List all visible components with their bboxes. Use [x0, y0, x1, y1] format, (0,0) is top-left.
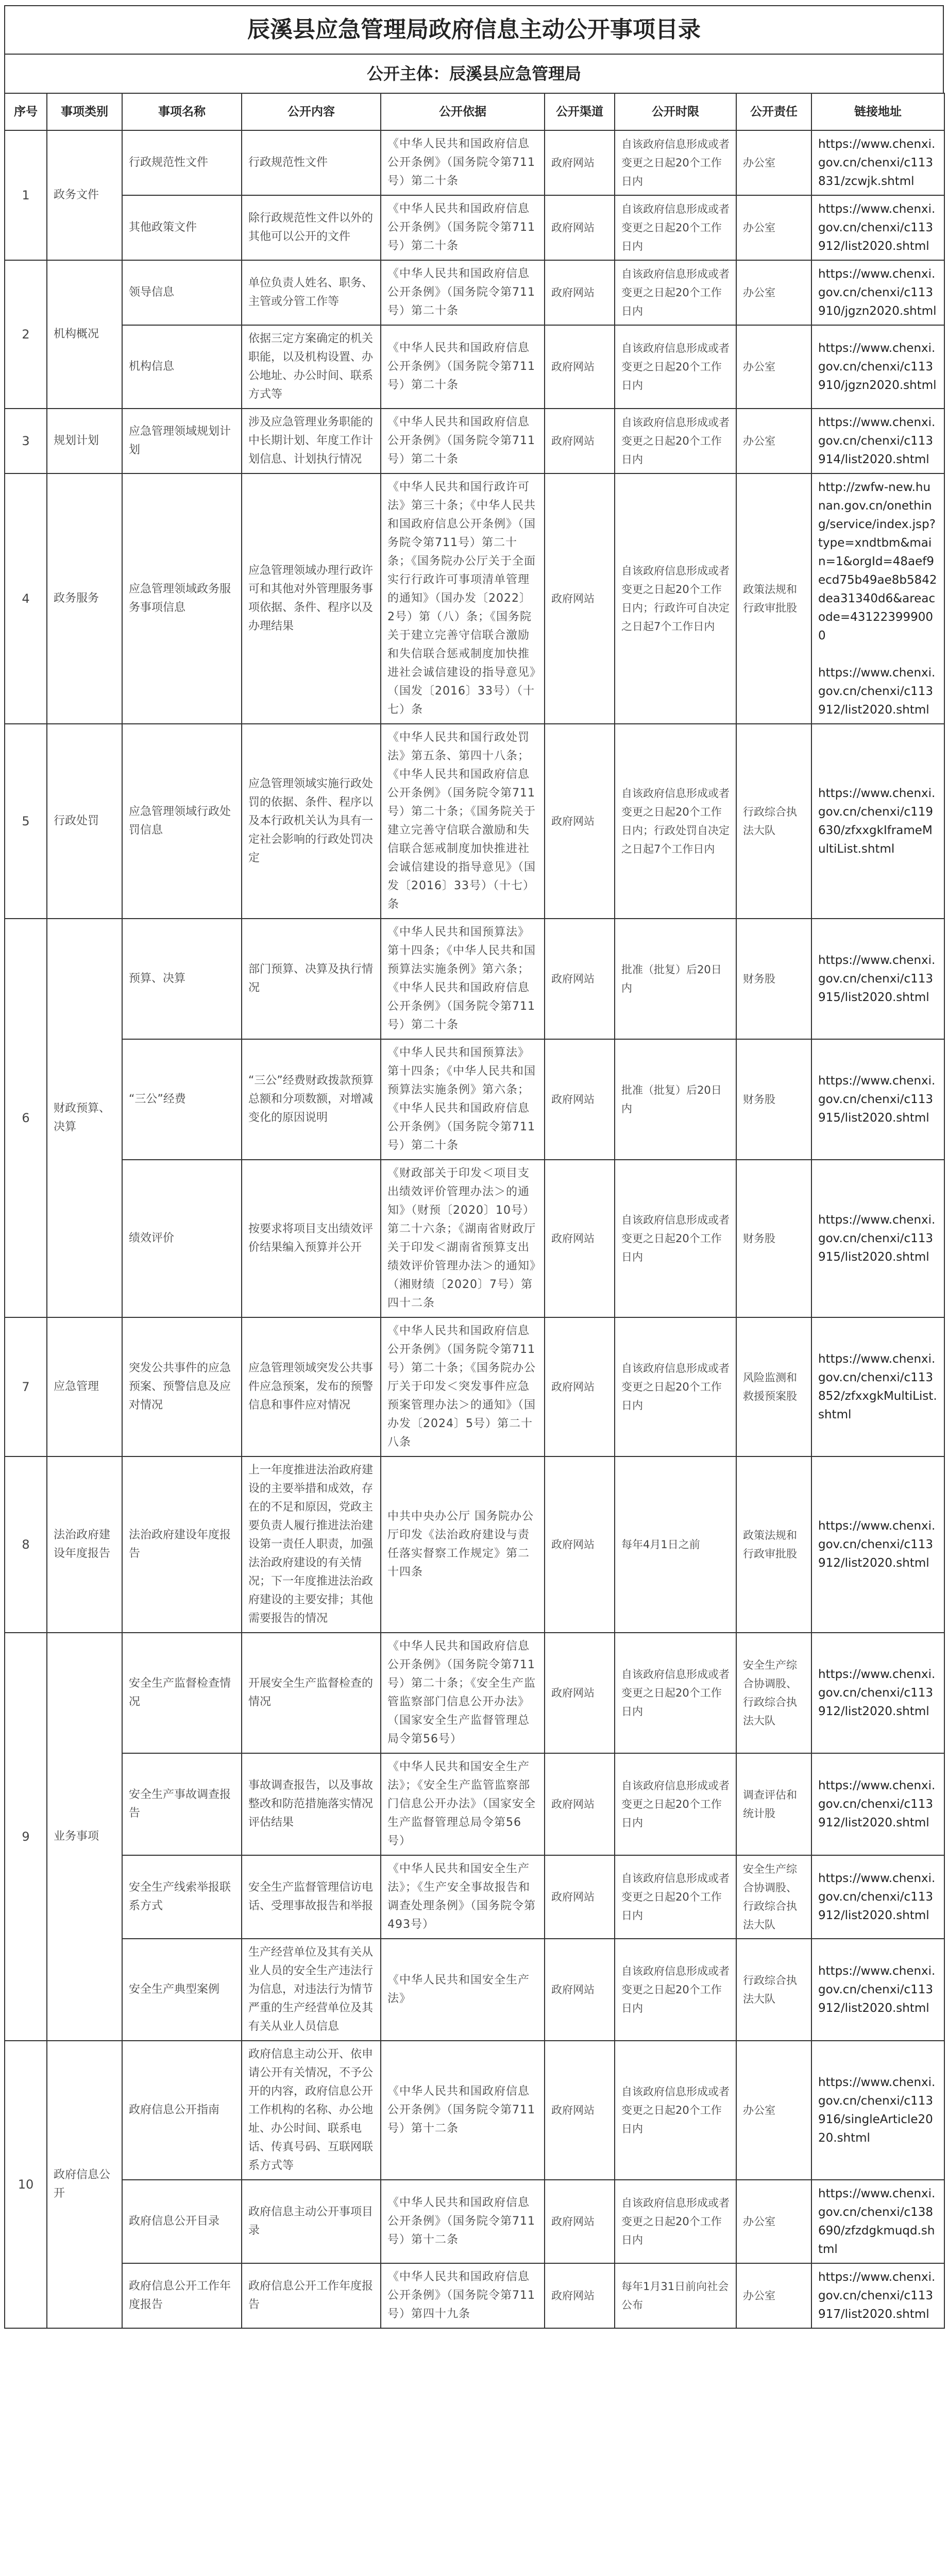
item-link[interactable]: https://www.chenxi.gov.cn/chenxi/c113912/list2020.shtml	[811, 1855, 944, 1939]
item-channel: 政府网站	[545, 2180, 615, 2263]
item-name: 法治政府建设年度报告	[122, 1456, 242, 1633]
item-time-limit: 自该政府信息形成或者变更之日起20个工作日内	[615, 1160, 736, 1317]
row-seq: 5	[5, 724, 47, 919]
row-seq: 1	[5, 130, 47, 260]
row-seq: 4	[5, 473, 47, 724]
item-basis: 《中华人民共和国政府信息公开条例》（国务院令第711号）第二十条；《国务院办公厅关于印发＜突发事件应急预案管理办法＞的通知》（国办发〔2024〕5号）第二十八条	[381, 1317, 545, 1456]
header-link: 链接地址	[811, 93, 944, 130]
item-content: 依据三定方案确定的机关职能，以及机构设置、办公地址、办公时间、联系方式等	[242, 325, 381, 409]
table-row	[5, 2263, 944, 2328]
item-channel: 政府网站	[545, 1939, 615, 2041]
item-responsibility: 行政综合执法大队	[736, 1939, 811, 2041]
item-name: 政府信息公开工作年度报告	[122, 2263, 242, 2328]
item-channel: 政府网站	[545, 1753, 615, 1855]
row-category: 业务事项	[47, 1633, 122, 2041]
item-content: 部门预算、决算及执行情况	[242, 919, 381, 1039]
header-content: 公开内容	[242, 93, 381, 130]
row-category: 法治政府建设年度报告	[47, 1456, 122, 1633]
item-link[interactable]: https://www.chenxi.gov.cn/chenxi/c113915/list2020.shtml	[811, 919, 944, 1039]
item-responsibility: 财务股	[736, 1039, 811, 1160]
item-channel: 政府网站	[545, 260, 615, 325]
item-responsibility: 办公室	[736, 409, 811, 473]
item-time-limit: 自该政府信息形成或者变更之日起20个工作日内	[615, 2041, 736, 2180]
row-category: 政府信息公开	[47, 2041, 122, 2328]
item-time-limit: 自该政府信息形成或者变更之日起20个工作日内	[615, 1939, 736, 2041]
item-channel: 政府网站	[545, 130, 615, 195]
row-category: 行政处罚	[47, 724, 122, 919]
item-name: 安全生产监督检查情况	[122, 1633, 242, 1753]
item-channel: 政府网站	[545, 2041, 615, 2180]
item-name: 领导信息	[122, 260, 242, 325]
item-content: “三公”经费财政拨款预算总额和分项数额，对增减变化的原因说明	[242, 1039, 381, 1160]
item-channel: 政府网站	[545, 325, 615, 409]
header-seq: 序号	[5, 93, 47, 130]
item-content: 除行政规范性文件以外的其他可以公开的文件	[242, 195, 381, 260]
item-link[interactable]: https://www.chenxi.gov.cn/chenxi/c113915/list2020.shtml	[811, 1039, 944, 1160]
item-basis: 《中华人民共和国政府信息公开条例》（国务院令第711号）第十二条	[381, 2041, 545, 2180]
item-responsibility: 安全生产综合协调股、行政综合执法大队	[736, 1855, 811, 1939]
item-channel: 政府网站	[545, 2263, 615, 2328]
item-time-limit: 批准（批复）后20日内	[615, 1039, 736, 1160]
item-time-limit: 自该政府信息形成或者变更之日起20个工作日内	[615, 130, 736, 195]
item-link[interactable]: http://zwfw-new.hunan.gov.cn/onething/service/index.jsp?type=xndtbm&main=1&orgId=48aef9ecd75b49ae8b5842dea31340d6&areacode=431223999000 https://www.chenxi.gov.cn/chenxi/c113912/list2020.shtml	[811, 473, 944, 724]
table-row	[5, 473, 944, 724]
page-title: 辰溪县应急管理局政府信息主动公开事项目录	[4, 5, 944, 54]
item-link[interactable]: https://www.chenxi.gov.cn/chenxi/c113912/list2020.shtml	[811, 195, 944, 260]
table-row	[5, 1855, 944, 1939]
item-basis: 《中华人民共和国安全生产法》	[381, 1939, 545, 2041]
item-content: 应急管理领域办理行政许可和其他对外管理服务事项依据、条件、程序以及办理结果	[242, 473, 381, 724]
publisher-subject: 公开主体：辰溪县应急管理局	[4, 54, 944, 93]
table-row	[5, 1753, 944, 1855]
item-link[interactable]: https://www.chenxi.gov.cn/chenxi/c113916/singleArticle2020.shtml	[811, 2041, 944, 2180]
item-link[interactable]: https://www.chenxi.gov.cn/chenxi/c113917/list2020.shtml	[811, 2263, 944, 2328]
item-name: 其他政策文件	[122, 195, 242, 260]
item-responsibility: 办公室	[736, 325, 811, 409]
item-time-limit: 自该政府信息形成或者变更之日起20个工作日内	[615, 1855, 736, 1939]
item-responsibility: 行政综合执法大队	[736, 724, 811, 919]
row-category: 财政预算、决算	[47, 919, 122, 1317]
table-row	[5, 1160, 944, 1317]
item-channel: 政府网站	[545, 919, 615, 1039]
item-name: 安全生产事故调查报告	[122, 1753, 242, 1855]
item-responsibility: 调查评估和统计股	[736, 1753, 811, 1855]
item-content: 政府信息公开工作年度报告	[242, 2263, 381, 2328]
table-row	[5, 409, 944, 473]
item-link[interactable]: https://www.chenxi.gov.cn/chenxi/c113831/zcwjk.shtml	[811, 130, 944, 195]
table-body	[5, 130, 944, 2328]
item-name: 行政规范性文件	[122, 130, 242, 195]
item-basis: 《中华人民共和国政府信息公开条例》（国务院令第711号）第四十九条	[381, 2263, 545, 2328]
header-channel: 公开渠道	[545, 93, 615, 130]
document-page	[4, 5, 944, 2329]
row-category: 政务服务	[47, 473, 122, 724]
item-time-limit: 自该政府信息形成或者变更之日起20个工作日内	[615, 409, 736, 473]
item-time-limit: 自该政府信息形成或者变更之日起20个工作日内	[615, 1753, 736, 1855]
header-time-limit: 公开时限	[615, 93, 736, 130]
item-content: 涉及应急管理业务职能的中长期计划、年度工作计划信息、计划执行情况	[242, 409, 381, 473]
item-content: 应急管理领域实施行政处罚的依据、条件、程序以及本行政机关认为具有一定社会影响的行政处罚决定	[242, 724, 381, 919]
item-basis: 中共中央办公厅 国务院办公厅印发《法治政府建设与责任落实督察工作规定》第二十四条	[381, 1456, 545, 1633]
item-link[interactable]: https://www.chenxi.gov.cn/chenxi/c113912/list2020.shtml	[811, 1753, 944, 1855]
item-name: 机构信息	[122, 325, 242, 409]
item-basis: 《中华人民共和国行政处罚法》第五条、第四十八条；《中华人民共和国政府信息公开条例》（国务院令第711号）第二十条；《国务院关于建立完善守信联合激励和失信联合惩戒制度加快推进社会诚信建设的指导意见》（国发〔2016〕33号）（十七）条	[381, 724, 545, 919]
item-link[interactable]: https://www.chenxi.gov.cn/chenxi/c113910/jgzn2020.shtml	[811, 260, 944, 325]
header-responsibility: 公开责任	[736, 93, 811, 130]
item-time-limit: 自该政府信息形成或者变更之日起20个工作日内	[615, 260, 736, 325]
item-name: “三公”经费	[122, 1039, 242, 1160]
item-responsibility: 财务股	[736, 919, 811, 1039]
item-channel: 政府网站	[545, 473, 615, 724]
row-category: 应急管理	[47, 1317, 122, 1456]
item-link[interactable]: https://www.chenxi.gov.cn/chenxi/c113912/list2020.shtml	[811, 1939, 944, 2041]
item-content: 应急管理领域突发公共事件应急预案，发布的预警信息和事件应对情况	[242, 1317, 381, 1456]
item-content: 政府信息主动公开事项目录	[242, 2180, 381, 2263]
item-name: 安全生产典型案例	[122, 1939, 242, 2041]
row-seq: 8	[5, 1456, 47, 1633]
item-responsibility: 政策法规和行政审批股	[736, 473, 811, 724]
item-time-limit: 自该政府信息形成或者变更之日起20个工作日内	[615, 195, 736, 260]
table-row	[5, 2180, 944, 2263]
item-time-limit: 自该政府信息形成或者变更之日起20个工作日内；行政处罚自决定之日起7个工作日内	[615, 724, 736, 919]
disclosure-table	[4, 93, 945, 2329]
row-category: 政务文件	[47, 130, 122, 260]
item-content: 行政规范性文件	[242, 130, 381, 195]
item-responsibility: 办公室	[736, 130, 811, 195]
item-basis: 《中华人民共和国安全生产法》；《生产安全事故报告和调查处理条例》（国务院令第493号）	[381, 1855, 545, 1939]
row-seq: 10	[5, 2041, 47, 2328]
item-name: 应急管理领域行政处罚信息	[122, 724, 242, 919]
item-responsibility: 办公室	[736, 2041, 811, 2180]
table-header-row	[5, 93, 944, 130]
item-link[interactable]: https://www.chenxi.gov.cn/chenxi/c119630/zfxxgkIframeMultiList.shtml	[811, 724, 944, 919]
item-basis: 《中华人民共和国政府信息公开条例》（国务院令第711号）第二十条	[381, 195, 545, 260]
item-basis: 《中华人民共和国政府信息公开条例》（国务院令第711号）第二十条	[381, 409, 545, 473]
item-channel: 政府网站	[545, 1456, 615, 1633]
table-row	[5, 919, 944, 1039]
item-name: 应急管理领域规划计划	[122, 409, 242, 473]
table-row	[5, 260, 944, 325]
item-link[interactable]: https://www.chenxi.gov.cn/chenxi/c138690/zfzdgkmuqd.shtml	[811, 2180, 944, 2263]
item-responsibility: 办公室	[736, 260, 811, 325]
item-time-limit: 自该政府信息形成或者变更之日起20个工作日内	[615, 325, 736, 409]
item-basis: 《中华人民共和国政府信息公开条例》（国务院令第711号）第二十条	[381, 130, 545, 195]
item-responsibility: 办公室	[736, 195, 811, 260]
row-seq: 6	[5, 919, 47, 1317]
item-time-limit: 每年1月31日前向社会公布	[615, 2263, 736, 2328]
item-responsibility: 财务股	[736, 1160, 811, 1317]
row-category: 规划计划	[47, 409, 122, 473]
item-responsibility: 办公室	[736, 2180, 811, 2263]
item-content: 上一年度推进法治政府建设的主要举措和成效，存在的不足和原因，党政主要负责人履行推进法治建设第一责任人职责，加强法治政府建设的有关情况；下一年度推进法治政府建设的主要安排；其他需要报告的情况	[242, 1456, 381, 1633]
table-row	[5, 1317, 944, 1456]
item-content: 开展安全生产监督检查的情况	[242, 1633, 381, 1753]
item-basis: 《中华人民共和国政府信息公开条例》（国务院令第711号）第二十条；《安全生产监管监察部门信息公开办法》（国家安全生产监督管理总局令第56号）	[381, 1633, 545, 1753]
header-category: 事项类别	[47, 93, 122, 130]
item-link[interactable]: https://www.chenxi.gov.cn/chenxi/c113852/zfxxgkMultiList.shtml	[811, 1317, 944, 1456]
item-link[interactable]: https://www.chenxi.gov.cn/chenxi/c113914/list2020.shtml	[811, 409, 944, 473]
item-content: 按要求将项目支出绩效评价结果编入预算并公开	[242, 1160, 381, 1317]
item-basis: 《中华人民共和国政府信息公开条例》（国务院令第711号）第二十条	[381, 325, 545, 409]
item-basis: 《中华人民共和国预算法》第十四条；《中华人民共和国预算法实施条例》第六条；《中华人民共和国政府信息公开条例》（国务院令第711号）第二十条	[381, 1039, 545, 1160]
item-basis: 《中华人民共和国政府信息公开条例》（国务院令第711号）第十二条	[381, 2180, 545, 2263]
row-category: 机构概况	[47, 260, 122, 409]
table-row	[5, 724, 944, 919]
table-row	[5, 130, 944, 195]
item-responsibility: 办公室	[736, 2263, 811, 2328]
table-row	[5, 195, 944, 260]
item-channel: 政府网站	[545, 1633, 615, 1753]
row-seq: 2	[5, 260, 47, 409]
item-time-limit: 自该政府信息形成或者变更之日起20个工作日内	[615, 1633, 736, 1753]
item-channel: 政府网站	[545, 1039, 615, 1160]
item-name: 安全生产线索举报联系方式	[122, 1855, 242, 1939]
item-link[interactable]: https://www.chenxi.gov.cn/chenxi/c113915/list2020.shtml	[811, 1160, 944, 1317]
item-name: 绩效评价	[122, 1160, 242, 1317]
item-responsibility: 安全生产综合协调股、行政综合执法大队	[736, 1633, 811, 1753]
table-row	[5, 1039, 944, 1160]
item-channel: 政府网站	[545, 195, 615, 260]
item-link[interactable]: https://www.chenxi.gov.cn/chenxi/c113912/list2020.shtml	[811, 1456, 944, 1633]
item-basis: 《中华人民共和国预算法》第十四条；《中华人民共和国预算法实施条例》第六条；《中华人民共和国政府信息公开条例》（国务院令第711号）第二十条	[381, 919, 545, 1039]
item-content: 事故调查报告，以及事故整改和防范措施落实情况评估结果	[242, 1753, 381, 1855]
item-name: 政府信息公开指南	[122, 2041, 242, 2180]
row-seq: 3	[5, 409, 47, 473]
table-row	[5, 1939, 944, 2041]
item-time-limit: 批准（批复）后20日内	[615, 919, 736, 1039]
item-channel: 政府网站	[545, 1317, 615, 1456]
item-channel: 政府网站	[545, 1160, 615, 1317]
header-basis: 公开依据	[381, 93, 545, 130]
item-basis: 《中华人民共和国政府信息公开条例》（国务院令第711号）第二十条	[381, 260, 545, 325]
item-content: 安全生产监督管理信访电话、受理事故报告和举报	[242, 1855, 381, 1939]
item-name: 应急管理领域政务服务事项信息	[122, 473, 242, 724]
item-time-limit: 自该政府信息形成或者变更之日起20个工作日内	[615, 2180, 736, 2263]
item-link[interactable]: https://www.chenxi.gov.cn/chenxi/c113910/jgzn2020.shtml	[811, 325, 944, 409]
row-seq: 9	[5, 1633, 47, 2041]
item-channel: 政府网站	[545, 724, 615, 919]
item-name: 突发公共事件的应急预案、预警信息及应对情况	[122, 1317, 242, 1456]
item-content: 政府信息主动公开、依申请公开有关情况，不予公开的内容，政府信息公开工作机构的名称、办公地址、办公时间、联系电话、传真号码、互联网联系方式等	[242, 2041, 381, 2180]
item-time-limit: 每年4月1日之前	[615, 1456, 736, 1633]
table-row	[5, 2041, 944, 2180]
table-row	[5, 1456, 944, 1633]
row-seq: 7	[5, 1317, 47, 1456]
item-responsibility: 政策法规和行政审批股	[736, 1456, 811, 1633]
item-link[interactable]: https://www.chenxi.gov.cn/chenxi/c113912/list2020.shtml	[811, 1633, 944, 1753]
item-time-limit: 自该政府信息形成或者变更之日起20个工作日内；行政许可自决定之日起7个工作日内	[615, 473, 736, 724]
item-basis: 《财政部关于印发＜项目支出绩效评价管理办法＞的通知》（财预〔2020〕10号）第二十六条；《湖南省财政厅关于印发＜湖南省预算支出绩效评价管理办法＞的通知》（湘财绩〔2020〕7号）第四十二条	[381, 1160, 545, 1317]
item-content: 单位负责人姓名、职务、主管或分管工作等	[242, 260, 381, 325]
item-name: 预算、决算	[122, 919, 242, 1039]
table-row	[5, 325, 944, 409]
item-content: 生产经营单位及其有关从业人员的安全生产违法行为信息，对违法行为情节严重的生产经营单位及其有关从业人员信息	[242, 1939, 381, 2041]
item-responsibility: 风险监测和救援预案股	[736, 1317, 811, 1456]
table-row	[5, 1633, 944, 1753]
item-basis: 《中华人民共和国安全生产法》；《安全生产监管监察部门信息公开办法》（国家安全生产监督管理总局令第56号）	[381, 1753, 545, 1855]
item-time-limit: 自该政府信息形成或者变更之日起20个工作日内	[615, 1317, 736, 1456]
header-item-name: 事项名称	[122, 93, 242, 130]
item-basis: 《中华人民共和国行政许可法》第三十条；《中华人民共和国政府信息公开条例》（国务院令第711号）第二十条；《国务院办公厅关于全面实行行政许可事项清单管理的通知》（国办发〔2022〕2号）第（八）条；《国务院关于建立完善守信联合激励和失信联合惩戒制度加快推进社会诚信建设的指导意见》（国发〔2016〕33号）（十七）条	[381, 473, 545, 724]
item-name: 政府信息公开目录	[122, 2180, 242, 2263]
item-channel: 政府网站	[545, 1855, 615, 1939]
item-channel: 政府网站	[545, 409, 615, 473]
